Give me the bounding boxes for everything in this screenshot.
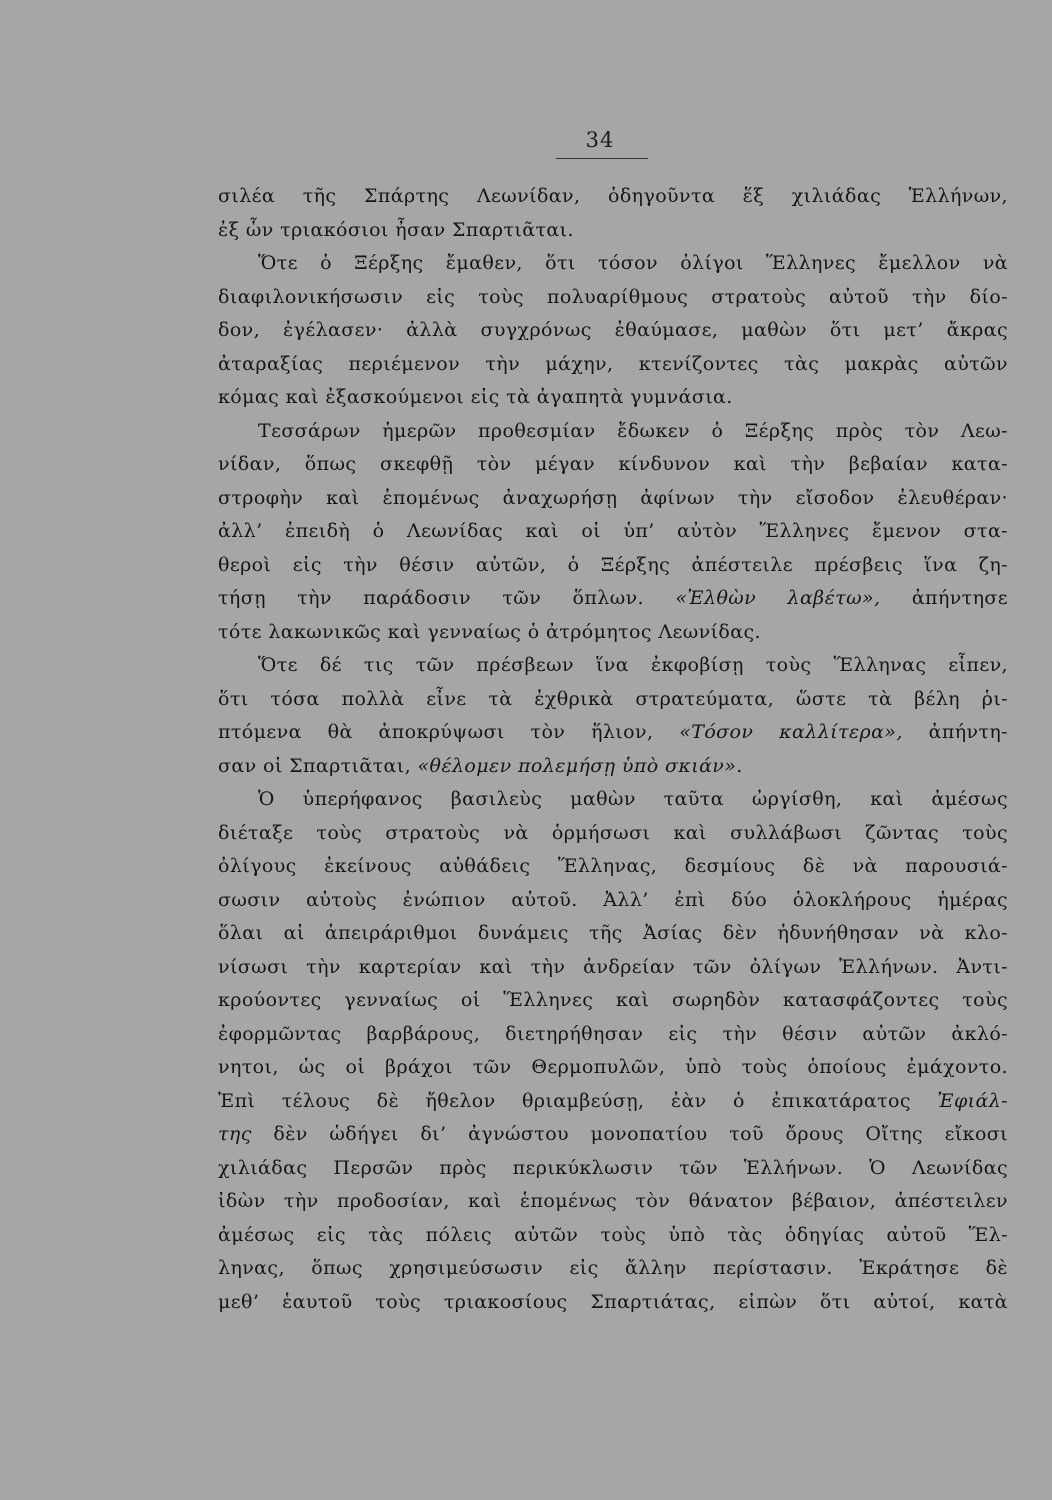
line-text: σωσιν αὐτοὺς ἐνώπιον αὐτοῦ. Ἀλλ’ ἐπὶ δύο ὁλοκλήρους ἡμέρας (218, 888, 1008, 911)
line-text: Ὅτε ὁ Ξέρξης ἔμαθεν, ὅτι τόσον ὀλίγοι Ἕλληνες ἔμελλον νὰ (258, 252, 1008, 274)
line-text: νητοι, ὡς οἱ βράχοι τῶν Θερμοπυλῶν, ὑπὸ τοὺς ὁποίους ἐμάχοντο. (218, 1056, 1008, 1078)
text-line (218, 884, 1008, 917)
text-line (218, 616, 1008, 649)
text-line (218, 716, 1008, 749)
line-text: ὅλαι αἱ ἀπειράριθμοι δυνάμεις τῆς Ἀσίας δὲν ἠδυνήθησαν νὰ κλο- (218, 922, 1008, 944)
text-line (218, 951, 1008, 984)
text-line (218, 348, 1008, 381)
text-line (258, 247, 1008, 280)
text-line (218, 817, 1008, 850)
text-line (218, 850, 1008, 883)
text-line (218, 1085, 1008, 1118)
line-text: Ἐπὶ τέλους δὲ ἤθελον θριαμβεύσῃ, ἐὰν ὁ ἐπικατάρατος (218, 1089, 911, 1112)
line-text: πτόμενα θὰ ἀποκρύψωσι τὸν ἥλιον, (218, 721, 654, 743)
text-line (258, 649, 1008, 682)
line-text: ὀλίγους ἐκείνους αὐθάδεις Ἕλληνας, δεσμίους δὲ νὰ παρουσιά- (218, 855, 1008, 877)
line-text-after: ἀπήντησε (911, 587, 1008, 609)
italic-quote: της (218, 1123, 252, 1145)
line-text: κόμας καὶ ἐξασκούμενοι εἰς τὰ ἀγαπητὰ γυμνάσια. (218, 386, 733, 408)
text-line (218, 482, 1008, 515)
line-text: σαν οἱ Σπαρτιᾶται, (218, 754, 412, 777)
line-text: τήσῃ τὴν παράδοσιν τῶν ὅπλων. (218, 587, 644, 609)
line-text: διέταξε τοὺς στρατοὺς νὰ ὁρμήσωσι καὶ συλλάβωσι ζῶντας τοὺς (218, 821, 1008, 844)
body-text (0, 180, 1052, 1480)
line-text: στροφὴν καὶ ἑπομένως ἀναχωρήσῃ ἀφίνων τὴν εἴσοδον ἐλευθέραν· (218, 486, 1008, 509)
line-text: ἀταραξίας περιέμενον τὴν μάχην, κτενίζοντες τὰς μακρὰς αὐτῶν (218, 352, 1008, 375)
line-text: χιλιάδας Περσῶν πρὸς περικύκλωσιν τῶν Ἑλλήνων. Ὁ Λεωνίδας (218, 1156, 1008, 1179)
text-line (258, 415, 1008, 448)
line-text: διαφιλονικήσωσιν εἰς τοὺς πολυαρίθμους στρατοὺς αὐτοῦ τὴν δίο- (218, 285, 1008, 308)
line-text: ἰδὼν τὴν προδοσίαν, καὶ ἑπομένως τὸν θάνατον βέβαιον, ἀπέστειλεν (218, 1190, 1008, 1212)
header-rule (556, 158, 648, 159)
line-text: Ὅτε δέ τις τῶν πρέσβεων ἵνα ἐκφοβίσῃ τοὺς Ἕλληνας εἶπεν, (258, 654, 1008, 676)
text-line (218, 1152, 1008, 1185)
text-line (218, 1219, 1008, 1252)
text-line (218, 582, 1008, 615)
line-text: ληνας, ὅπως χρησιμεύσωσιν εἰς ἄλλην περίστασιν. Ἐκράτησε δὲ (218, 1257, 1008, 1279)
text-line (218, 281, 1008, 314)
text-line (218, 180, 1008, 213)
line-text: θεροὶ εἰς τὴν θέσιν αὐτῶν, ὁ Ξέρξης ἀπέστειλε πρέσβεις ἵνα ζη- (218, 553, 1008, 576)
text-line (218, 683, 1008, 716)
line-text: νίδαν, ὅπως σκεφθῇ τὸν μέγαν κίνδυνον καὶ τὴν βεβαίαν κατα- (218, 453, 1008, 475)
italic-quote: Ἐφιάλ- (937, 1089, 1008, 1112)
line-text: ἐξ ὧν τριακόσιοι ἦσαν Σπαρτιᾶται. (218, 218, 574, 241)
line-text: κρούοντες γενναίως οἱ Ἕλληνες καὶ σωρηδὸν κατασφάζοντες τοὺς (218, 989, 1008, 1011)
line-text: σιλέα τῆς Σπάρτης Λεωνίδαν, ὁδηγοῦντα ἕξ χιλιάδας Ἑλλήνων, (218, 185, 1008, 207)
line-text: δον, ἐγέλασεν· ἀλλὰ συγχρόνως ἐθαύμασε, μαθὼν ὅτι μετ’ ἄκρας (218, 319, 1008, 341)
text-line (218, 448, 1008, 481)
line-text: νίσωσι τὴν καρτερίαν καὶ τὴν ἀνδρείαν τῶν ὀλίγων Ἑλλήνων. Ἀντι- (218, 955, 1008, 978)
text-line (218, 1118, 1008, 1151)
text-line (218, 917, 1008, 950)
line-text: ὅτι τόσα πολλὰ εἶνε τὰ ἐχθρικὰ στρατεύματα, ὥστε τὰ βέλη ῥι- (218, 687, 1008, 710)
line-text: ἀμέσως εἰς τὰς πόλεις αὐτῶν τοὺς ὑπὸ τὰς ὁδηγίας αὐτοῦ Ἕλ- (218, 1223, 1008, 1246)
text-line (218, 381, 1008, 414)
text-line (218, 1185, 1008, 1218)
line-text: ἐφορμῶντας βαρβάρους, διετηρήθησαν εἰς τὴν θέσιν αὐτῶν ἀκλό- (218, 1022, 1008, 1045)
page-number: 34 (585, 128, 615, 152)
text-line (218, 515, 1008, 548)
italic-quote: «Ἐλθὼν λαβέτω», (675, 587, 881, 609)
text-line (218, 214, 1008, 247)
line-text-after: ἀπήντη- (928, 721, 1008, 743)
line-text: Ὁ ὑπερήφανος βασιλεὺς μαθὼν ταῦτα ὠργίσθη, καὶ ἀμέσως (258, 788, 1008, 810)
text-line (218, 1286, 1008, 1319)
text-line (218, 1018, 1008, 1051)
text-line (218, 750, 1008, 783)
text-line (218, 984, 1008, 1017)
line-text-after: δὲν ὡδήγει δι’ ἀγνώστου μονοπατίου τοῦ ὄρους Οἴτης εἴκοσι (273, 1123, 1008, 1145)
line-text: μεθ’ ἑαυτοῦ τοὺς τριακοσίους Σπαρτιάτας, εἰπὼν ὅτι αὐτοί, κατὰ (218, 1290, 1008, 1313)
line-text: ἀλλ’ ἐπειδὴ ὁ Λεωνίδας καὶ οἱ ὑπ’ αὐτὸν Ἕλληνες ἔμενον στα- (218, 520, 1008, 542)
text-line (218, 314, 1008, 347)
text-line (218, 549, 1008, 582)
italic-quote: «θέλομεν πολεμήσῃ ὑπὸ σκιάν». (417, 754, 743, 777)
text-line (218, 1252, 1008, 1285)
line-text: Τεσσάρων ἡμερῶν προθεσμίαν ἔδωκεν ὁ Ξέρξης πρὸς τὸν Λεω- (258, 419, 1008, 442)
line-text: τότε λακωνικῶς καὶ γενναίως ὁ ἀτρόμητος Λεωνίδας. (218, 620, 761, 643)
text-line (258, 783, 1008, 816)
italic-quote: «Τόσον καλλίτερα», (679, 721, 903, 743)
text-line (218, 1051, 1008, 1084)
